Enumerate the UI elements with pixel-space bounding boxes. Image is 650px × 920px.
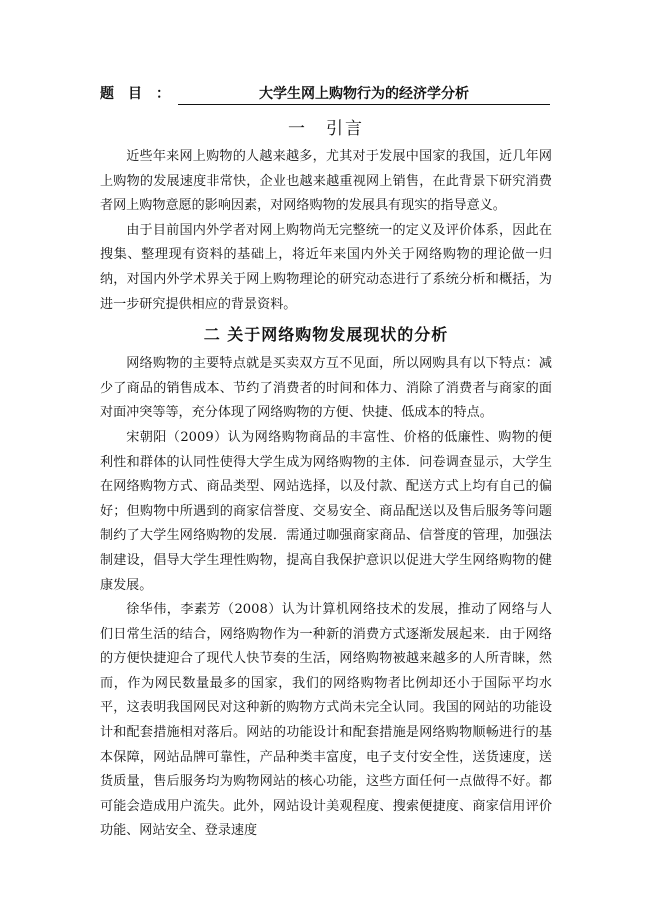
paragraph: 近些年来网上购物的人越来越多，尤其对于发展中国家的我国，近几年网上购物的发展速度非常快，企业也越来越重视网上销售，在此背景下研究消费者网上购物意愿的影响因素，对网络购物的发展具有现实的指导意义。 — [100, 149, 552, 214]
paragraph: 宋朝阳（2009）认为网络购物商品的丰富性、价格的低廉性、购物的便利性和群体的认同性使得大学生成为网络购物的主体．问卷调查显示，大学生在网络购物方式、商品类型、网站选择，以及付款、配送方式上均有自己的偏好；但购物中所遇到的商家信誉度、交易安全、商品配送以及售后服务等问题制约了大学生网络购物的发展．需通过咖强商家商品、信誉度的管理，加强法制建设，倡导大学生理性购物，提高自我保护意识以促进大学生网络购物的健康发展。 — [100, 429, 552, 593]
thesis-title: 大学生网上购物行为的经济学分析 — [178, 82, 550, 105]
paragraph: 由于目前国内外学者对网上购物尚无完整统一的定义及评价体系，因此在搜集、整理现有资料的基础上，将近年来国内外关于网络购物的理论做一归纳，对国内外学术界关于网上购物理论的研究动态进行了系统分析和概括，为进一步研究提供相应的背景资料。 — [100, 222, 552, 312]
paragraph: 徐华伟，李素芳（2008）认为计算机网络技术的发展，推动了网络与人们日常生活的结合，网络购物作为一种新的消费方式逐渐发展起来．由于网络的方便快捷迎合了现代人快节奏的生活，网络购物被越来越多的人所青睐，然而，作为网民数量最多的国家，我们的网络购物者比例却还小于国际平均水平，这表明我国网民对这种新的购物方式尚未完全认同。我国的网站的功能设计和配套措施相对落后。网站的功能设计和配套措施是网络购物顺畅进行的基本保障，网站品牌可靠性，产品种类丰富度，电子支付安全性，送货速度，送货质量，售后服务均为购物网站的核心功能，这些方面任何一点做得不好。都可能会造成用户流失。此外，网站设计美观程度、搜索便捷度、商家信用评价功能、网站安全、登录速度 — [100, 602, 552, 839]
title-label: 题目： — [100, 86, 184, 102]
section-heading-status-analysis: 二 关于网络购物发展现状的分析 — [203, 325, 449, 345]
document-page — [100, 82, 552, 844]
section-heading-introduction: 一 引言 — [288, 119, 364, 139]
title-row — [100, 82, 552, 106]
paragraph: 网络购物的主要特点就是买卖双方互不见面，所以网购具有以下特点：减少了商品的销售成本、节约了消费者的时间和体力、消除了消费者与商家的面对面冲突等等，充分体现了网络购物的方便、快捷、低成本的特点。 — [100, 356, 552, 421]
